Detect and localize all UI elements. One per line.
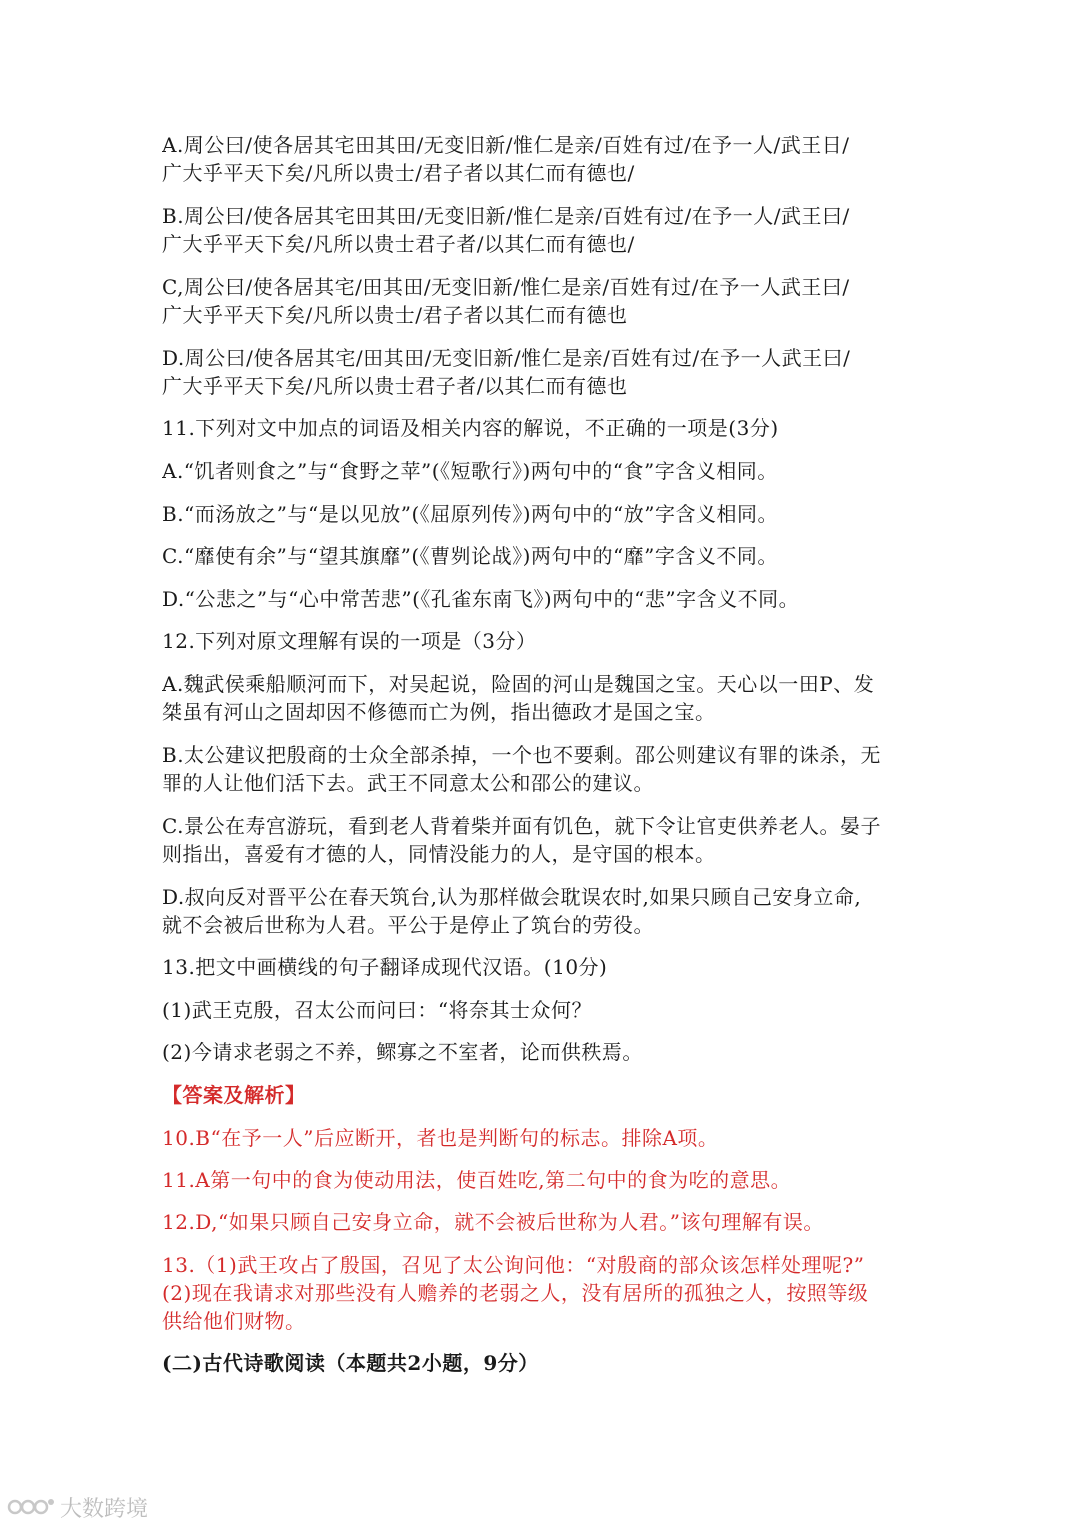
q11-option-c: C.“靡使有余”与“望其旗靡”(《曹刿论战》)两句中的“靡”字含义不同。	[162, 544, 778, 568]
q12-option-b-line1: B.太公建议把殷商的士众全部杀掉，一个也不要剩。邵公则建议有罪的诛杀，无	[162, 743, 882, 767]
answer-10: 10.B“在予一人”后应断开，者也是判断句的标志。排除A项。	[162, 1126, 719, 1150]
q12-option-a-line2: 桀虽有河山之固却因不修德而亡为例，指出德政才是国之宝。	[162, 700, 716, 724]
q11-stem: 11.下列对文中加点的词语及相关内容的解说，不正确的一项是(3分)	[162, 416, 779, 440]
q10-option-d-line2: 广大乎平天下矣/凡所以贵士君子者/以其仁而有德也	[162, 374, 628, 398]
q13-sentence-1: (1)武王克殷，召太公而问曰：“将奈其士众何？	[162, 998, 593, 1022]
answer-13-line3: 供给他们财物。	[162, 1309, 306, 1333]
q10-option-c-line1: C,周公曰/使各居其宅/田其田/无变旧新/惟仁是亲/百姓有过/在予一人武王曰/	[162, 275, 850, 299]
q12-stem: 12.下列对原文理解有误的一项是（3分）	[162, 629, 537, 653]
q12-option-b-line2: 罪的人让他们活下去。武王不同意太公和邵公的建议。	[162, 771, 654, 795]
answers-heading: 【答案及解析】	[162, 1083, 306, 1107]
q11-option-d: D.“公悲之”与“心中常苦悲”(《孔雀东南飞》)两句中的“悲”字含义不同。	[162, 587, 800, 611]
q10-option-d-line1: D.周公曰/使各居其宅/田其田/无变旧新/惟仁是亲/百姓有过/在予一人武王曰/	[162, 346, 851, 370]
q12-option-a-line1: A.魏武侯乘船顺河而下，对吴起说，险固的河山是魏国之宝。天心以一田P、发	[162, 672, 875, 696]
watermark	[6, 1492, 148, 1522]
watermark-text: 大数跨境	[60, 1496, 149, 1522]
q10-option-a-line2: 广大乎平天下矣/凡所以贵士/君子者以其仁而有德也/	[162, 161, 635, 185]
answer-11: 11.A第一句中的食为使动用法，使百姓吃,第二句中的食为吃的意思。	[162, 1168, 792, 1192]
watermark-logo-icon	[6, 1495, 56, 1519]
answer-12: 12.D,“如果只顾自己安身立命，就不会被后世称为人君。”该句理解有误。	[162, 1210, 824, 1234]
q10-option-c-line2: 广大乎平天下矣/凡所以贵士/君子者以其仁而有德也	[162, 303, 628, 327]
q11-option-a: A.“饥者则食之”与“食野之苹”(《短歌行》)两句中的“食”字含义相同。	[162, 459, 778, 483]
q10-option-b-line1: B.周公曰/使各居其宅田其田/无变旧新/惟仁是亲/百姓有过/在予一人/武王曰/	[162, 204, 850, 228]
answer-13-line2: (2)现在我请求对那些没有人赡养的老弱之人，没有居所的孤独之人，按照等级	[162, 1281, 869, 1305]
answer-13-line1: 13.（1)武王攻占了殷国，召见了太公询问他：“对殷商的部众该怎样处理呢?”	[162, 1253, 865, 1277]
q12-option-c-line1: C.景公在寿宫游玩，看到老人背着柴并面有饥色，就下令让官吏供养老人。晏子	[162, 814, 881, 838]
q13-stem: 13.把文中画横线的句子翻译成现代汉语。(10分)	[162, 955, 608, 979]
q13-sentence-2: (2)今请求老弱之不养，鳏寡之不室者，论而供秩焉。	[162, 1040, 643, 1064]
q10-option-b-line2: 广大乎平天下矣/凡所以贵士君子者/以其仁而有德也/	[162, 232, 635, 256]
q11-option-b: B.“而汤放之”与“是以见放”(《屈原列传》)两句中的“放”字含义相同。	[162, 502, 779, 526]
q12-option-d-line1: D.叔向反对晋平公在春天筑台,认为那样做会耽误农时,如果只顾自己安身立命,	[162, 885, 862, 909]
section-heading: (二)古代诗歌阅读（本题共2小题，9分）	[162, 1351, 539, 1375]
q12-option-c-line2: 则指出，喜爱有才德的人，同情没能力的人，是守国的根本。	[162, 842, 716, 866]
q12-option-d-line2: 就不会被后世称为人君。平公于是停止了筑台的劳役。	[162, 913, 654, 937]
q10-option-a-line1: A.周公曰/使各居其宅田其田/无变旧新/惟仁是亲/百姓有过/在予一人/武王日/	[162, 133, 850, 157]
